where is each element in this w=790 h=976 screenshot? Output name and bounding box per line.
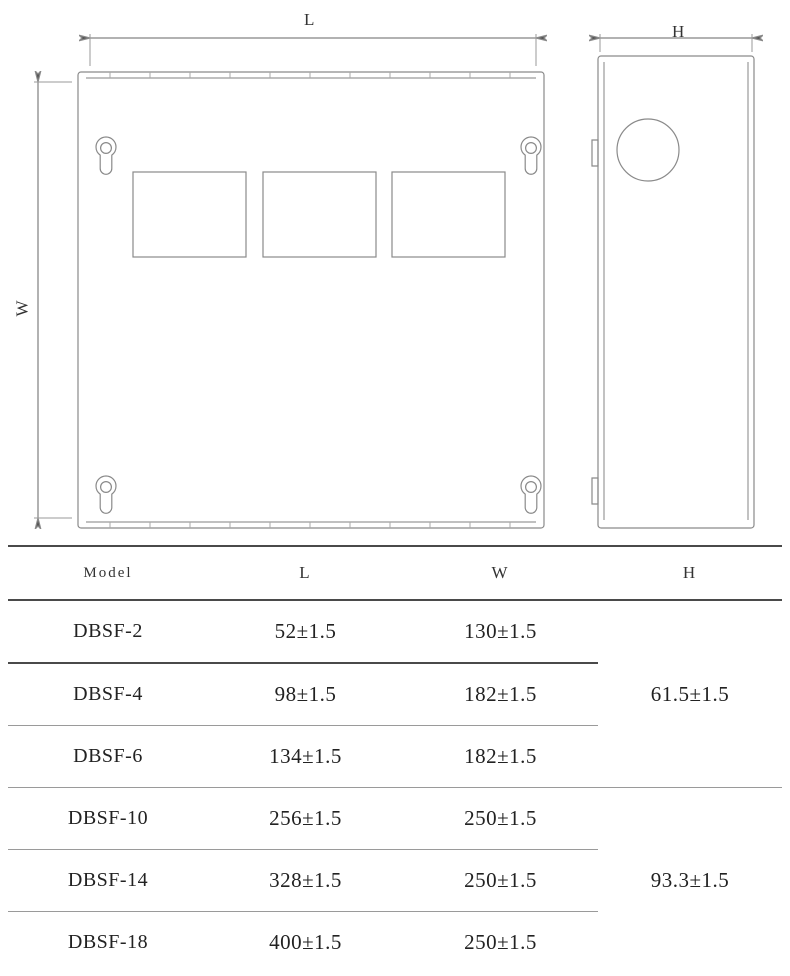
cell-h: 61.5±1.5 — [598, 600, 782, 788]
cell-model: DBSF-18 — [8, 912, 208, 974]
cell-w: 182±1.5 — [403, 663, 598, 726]
table-row — [8, 788, 782, 850]
cell-model: DBSF-6 — [8, 726, 208, 788]
mounting-hole-top-right — [521, 137, 541, 174]
cell-model: DBSF-2 — [8, 600, 208, 663]
cell-w: 130±1.5 — [403, 600, 598, 663]
cutout-center — [263, 172, 376, 257]
cell-l: 134±1.5 — [208, 726, 403, 788]
mounting-hole-bottom-right — [521, 476, 541, 513]
cell-h: 93.3±1.5 — [598, 788, 782, 974]
cell-w: 182±1.5 — [403, 726, 598, 788]
cell-l: 98±1.5 — [208, 663, 403, 726]
column-header-h: H — [598, 546, 782, 600]
cell-w: 250±1.5 — [403, 850, 598, 912]
cutout-left — [133, 172, 246, 257]
dimension-label-height: H — [672, 22, 686, 41]
table-row — [8, 600, 782, 663]
cell-l: 400±1.5 — [208, 912, 403, 974]
cell-l: 52±1.5 — [208, 600, 403, 663]
dimension-label-width: W — [12, 299, 32, 317]
table-header-row — [8, 546, 782, 600]
cell-model: DBSF-4 — [8, 663, 208, 726]
cutout-right — [392, 172, 505, 257]
circular-knockout — [617, 119, 679, 181]
column-header-l: L — [208, 546, 403, 600]
column-header-model: Model — [8, 546, 208, 600]
side-view-outline — [598, 56, 754, 528]
dimension-label-length: L — [304, 10, 316, 29]
column-header-w: W — [403, 546, 598, 600]
cell-w: 250±1.5 — [403, 912, 598, 974]
mounting-hole-bottom-left — [96, 476, 116, 513]
cell-model: DBSF-14 — [8, 850, 208, 912]
front-view-outline — [78, 72, 544, 528]
cell-model: DBSF-10 — [8, 788, 208, 850]
side-tab-bottom — [592, 478, 598, 504]
mounting-hole-top-left — [96, 137, 116, 174]
specification-table — [8, 545, 782, 973]
cell-l: 328±1.5 — [208, 850, 403, 912]
side-tab-top — [592, 140, 598, 166]
cell-w: 250±1.5 — [403, 788, 598, 850]
cell-l: 256±1.5 — [208, 788, 403, 850]
